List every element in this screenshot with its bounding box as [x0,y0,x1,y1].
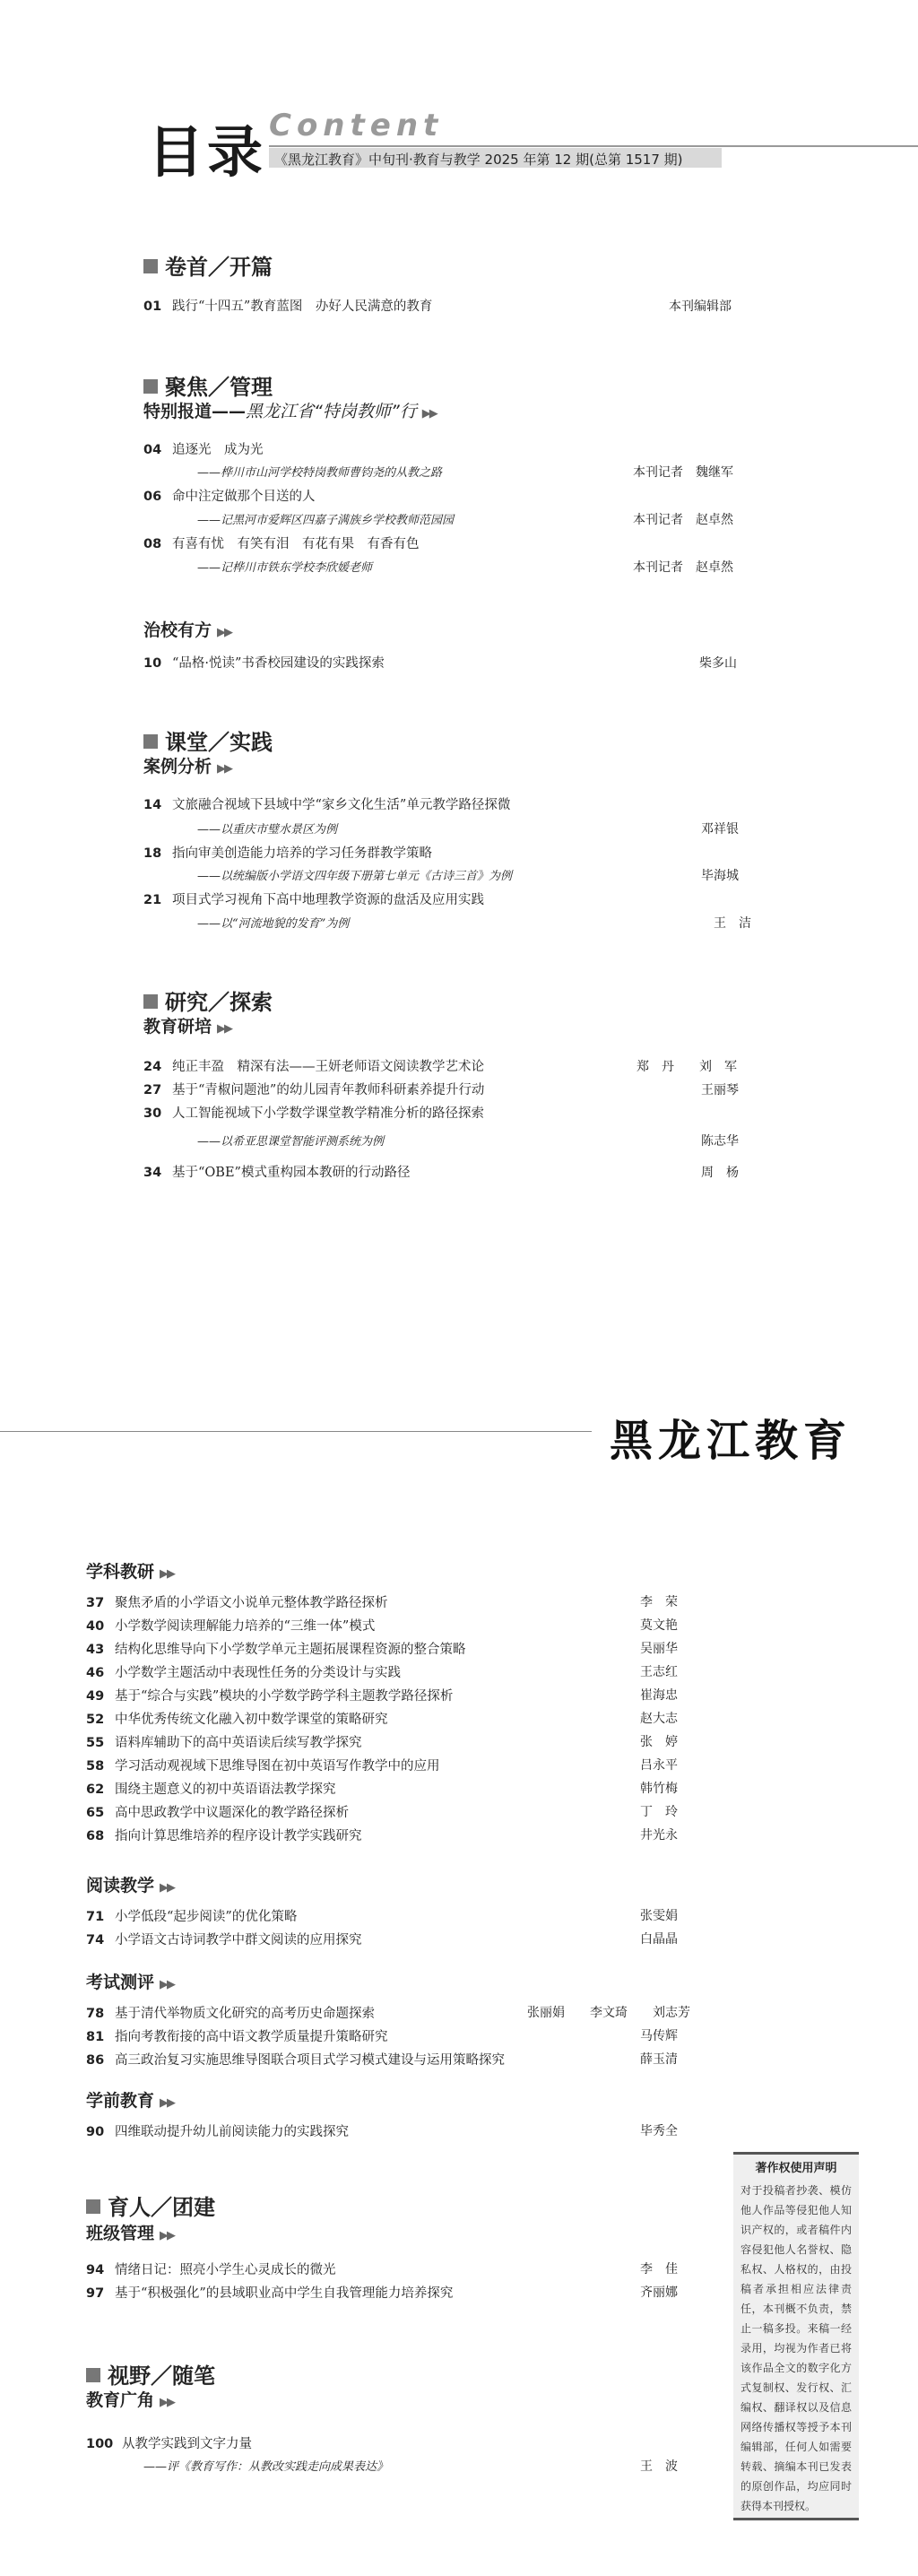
subsection-heading: 特别报道——黑龙江省“特岗教师”行 ▶▶ [143,402,437,421]
toc-entry[interactable]: 27 基于“青椒问题池”的幼儿园青年教师科研素养提升行动 [143,1083,485,1097]
square-icon [143,379,158,394]
toc-entry[interactable]: 24 纯正丰盈 精深有法——王妍老师语文阅读教学艺术论 [143,1060,484,1074]
page-title: 目录 [148,119,267,185]
toc-author: 张 婷 [640,1735,678,1749]
subsection-heading: 阅读教学 ▶▶ [86,1876,175,1895]
square-icon [86,2368,100,2382]
toc-author: 陈志华 [701,1134,739,1149]
divider [0,1431,592,1432]
toc-entry[interactable]: 58 学习活动观视域下思维导图在初中英语写作教学中的应用 [86,1759,440,1774]
toc-entry-note: ——以希亚思课堂智能评测系统为例 [197,1135,385,1149]
toc-entry[interactable]: 49 基于“综合与实践”模块的小学数学跨学科主题教学路径探析 [86,1689,454,1704]
toc-entry[interactable]: 06 命中注定做那个目送的人 [143,490,316,504]
toc-entry[interactable]: 97 基于“积极强化”的县域职业高中学生自我管理能力培养探究 [86,2286,454,2301]
toc-author: 马传辉 [640,2029,678,2043]
toc-author: 白晶晶 [640,1932,678,1947]
toc-author: 周 杨 [701,1166,739,1180]
toc-entry[interactable]: 68 指向计算思维培养的程序设计教学实践研究 [86,1829,362,1843]
toc-author: 王 洁 [714,916,751,931]
subsection-heading: 考试测评 ▶▶ [86,1973,175,1992]
toc-entry[interactable]: 34 基于“OBE”模式重构园本教研的行动路径 [143,1166,411,1180]
toc-author: 郑 丹 刘 军 [637,1060,737,1074]
subsection-heading: 教育广角 ▶▶ [86,2390,175,2410]
toc-author: 齐丽娜 [640,2285,678,2300]
section-heading: 聚焦／管理 [143,369,273,401]
section-heading: 课堂／实践 [143,724,273,756]
subsection-heading: 学前教育 ▶▶ [86,2091,175,2111]
toc-entry[interactable]: 10 “品格·悦读”书香校园建设的实践探索 [143,656,385,671]
toc-entry[interactable]: 94 情绪日记：照亮小学生心灵成长的微光 [86,2263,336,2277]
toc-entry-note: ——桦川市山河学校特岗教师曹钧尧的从教之路 [197,466,443,480]
toc-entry[interactable]: 86 高三政治复习实施思维导图联合项目式学习模式建设与运用策略探究 [86,2053,505,2068]
toc-entry[interactable]: 100 从教学实践到文字力量 [86,2437,252,2451]
toc-author: 李 佳 [640,2262,678,2277]
section-heading: 研究／探索 [143,984,273,1016]
toc-author: 韩竹梅 [640,1782,678,1796]
toc-entry-note: ——以统编版小学语文四年级下册第七单元《古诗三首》为例 [197,870,513,883]
toc-entry-note: ——以重庆市璧水景区为例 [197,823,338,837]
toc-author: 本刊记者 赵卓然 [633,560,733,575]
toc-entry[interactable]: 62 围绕主题意义的初中英语语法教学探究 [86,1782,336,1797]
toc-author: 张雯娟 [640,1909,678,1923]
toc-author: 毕秀全 [640,2124,678,2138]
toc-entry[interactable]: 55 语料库辅助下的高中英语读后续写教学探究 [86,1736,362,1750]
subsection-heading: 学科教研 ▶▶ [86,1562,175,1582]
toc-author: 本刊记者 魏继军 [633,465,733,480]
toc-author: 赵大志 [640,1712,678,1726]
content-wordmark: Content [269,108,444,143]
toc-entry-note: ——记桦川市铁东学校李欣媛老师 [197,561,373,575]
copyright-text: 对于投稿者抄袭、模仿他人作品等侵犯他人知识产权的，或者稿件内容侵犯他人名誉权、隐私权、人格权的，由投稿者承担相应法律责任，本刊概不负责，禁止一稿多投。来稿一经录用，均视为作者已将该作品全文的数字化方式复制权、发行权、汇编权、翻译权以及信息网络传播权等授予本刊编辑部，任何人如需要转载、摘编本刊已发表的原创作品，均应同时获得本刊授权。 [740,2184,852,2512]
copyright-title: 著作权使用声明 [755,2162,837,2175]
issue-info: 《黑龙江教育》中旬刊·教育与教学 2025 年第 12 期(总第 1517 期) [274,152,683,168]
toc-author: 王志红 [640,1665,678,1679]
toc-entry[interactable]: 01 践行“十四五”教育蓝图 办好人民满意的教育 [143,299,433,314]
toc-entry[interactable]: 78 基于清代举物质文化研究的高考历史命题探索 [86,2007,375,2021]
toc-entry-note: ——评《教育写作：从教改实践走向成果表达》 [143,2460,389,2474]
toc-author: 吴丽华 [640,1642,678,1656]
toc-entry[interactable]: 04 追逐光 成为光 [143,443,264,457]
toc-author: 崔海忠 [640,1688,678,1703]
subsection-heading: 案例分析 ▶▶ [143,757,232,776]
toc-entry[interactable]: 14 文旅融合视域下县域中学“家乡文化生活”单元教学路径探微 [143,798,511,812]
section-heading: 卷首／开篇 [143,249,273,281]
toc-author: 薛玉清 [640,2052,678,2067]
subsection-heading: 班级管理 ▶▶ [86,2224,175,2243]
section-heading: 育人／团建 [86,2190,215,2221]
toc-entry[interactable]: 52 中华优秀传统文化融入初中数学课堂的策略研究 [86,1713,388,1727]
subsection-heading: 教育研培 ▶▶ [143,1017,232,1036]
toc-author: 本刊记者 赵卓然 [633,513,733,527]
toc-author: 王丽琴 [701,1083,739,1097]
section-heading: 视野／随笔 [86,2358,215,2390]
toc-entry[interactable]: 08 有喜有忧 有笑有泪 有花有果 有香有色 [143,537,420,551]
toc-entry[interactable]: 81 指向考教衔接的高中语文教学质量提升策略研究 [86,2030,388,2044]
toc-author: 邓祥银 [701,822,739,837]
toc-author: 李 荣 [640,1595,678,1609]
toc-entry[interactable]: 18 指向审美创造能力培养的学习任务群教学策略 [143,846,432,861]
toc-entry[interactable]: 43 结构化思维导向下小学数学单元主题拓展课程资源的整合策略 [86,1643,466,1657]
square-icon [143,994,158,1009]
toc-entry[interactable]: 30 人工智能视域下小学数学课堂教学精准分析的路径探索 [143,1106,484,1121]
subsection-heading: 治校有方 ▶▶ [143,620,232,640]
toc-author: 吕永平 [640,1758,678,1773]
toc-author: 本刊编辑部 [669,299,732,314]
toc-entry[interactable]: 46 小学数学主题活动中表现性任务的分类设计与实践 [86,1666,401,1680]
toc-entry-note: ——记黑河市爱辉区四嘉子满族乡学校教师范园园 [197,514,455,527]
toc-author: 丁 玲 [640,1805,678,1819]
toc-entry[interactable]: 65 高中思政教学中议题深化的教学路径探析 [86,1806,349,1820]
toc-entry-note: ——以“河流地貌的发育”为例 [197,917,350,931]
toc-author: 张丽娟 李文琦 刘志芳 [527,2006,690,2020]
toc-entry[interactable]: 40 小学数学阅读理解能力培养的“三维一体”模式 [86,1619,376,1634]
square-icon [143,259,158,273]
square-icon [86,2199,100,2214]
toc-author: 柴多山 [699,656,737,671]
toc-author: 王 波 [640,2459,678,2474]
toc-author: 井光永 [640,1828,678,1843]
toc-author: 莫文艳 [640,1618,678,1633]
toc-entry[interactable]: 74 小学语文古诗词教学中群文阅读的应用探究 [86,1933,362,1947]
journal-logo: 黑龙江教育 [610,1416,853,1466]
toc-entry[interactable]: 37 聚焦矛盾的小学语文小说单元整体教学路径探析 [86,1596,388,1610]
square-icon [143,734,158,749]
toc-entry[interactable]: 21 项目式学习视角下高中地理教学资源的盘活及应用实践 [143,893,484,907]
toc-entry[interactable]: 90 四维联动提升幼儿前阅读能力的实践探究 [86,2125,349,2139]
header-rule [269,145,918,147]
toc-author: 毕海城 [701,869,739,883]
toc-entry[interactable]: 71 小学低段“起步阅读”的优化策略 [86,1910,298,1924]
